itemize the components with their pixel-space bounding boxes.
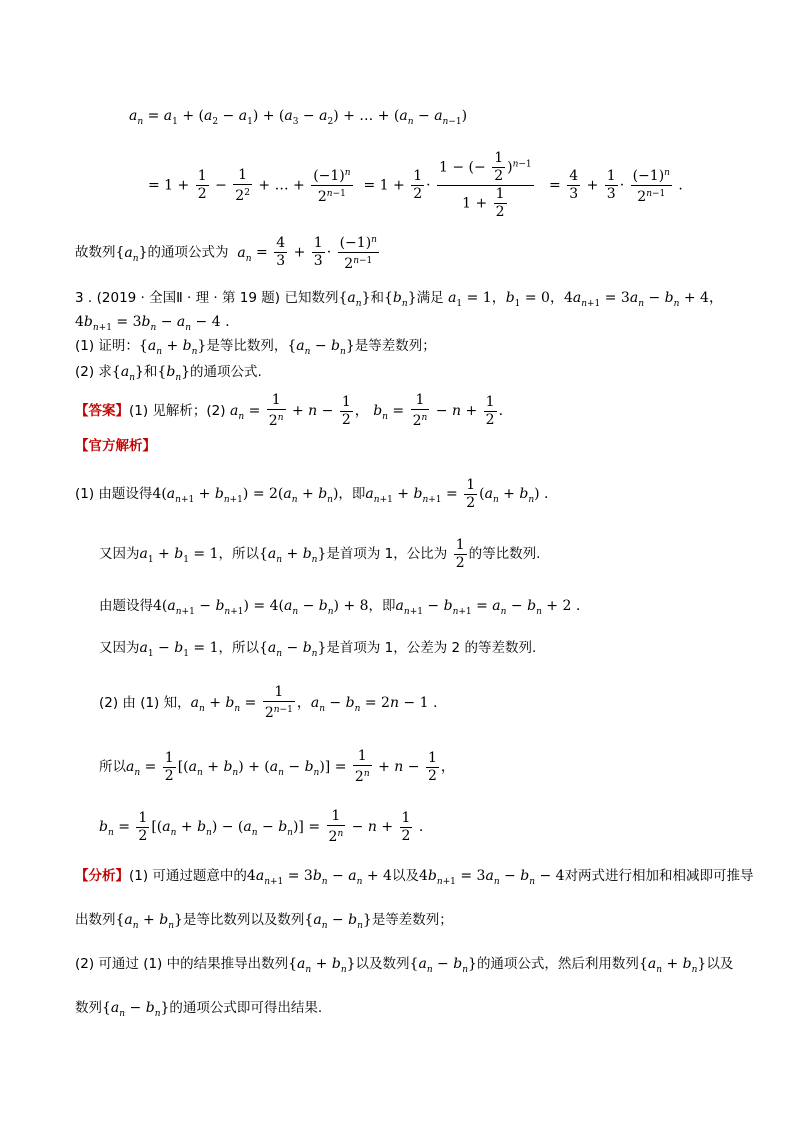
problem-source: (2019 · 全国Ⅱ · 理 · 第 19 题) — [96, 290, 281, 306]
analysis-p1b: 以及 — [391, 868, 419, 884]
problem-number: 3 . — [75, 290, 93, 306]
official-step4: 又因为$a_1 - b_1 = 1$，所以$\{a_n - b_n\}$是首项为 1，公差为 2 的等差数列. — [99, 640, 537, 659]
official-step5: (2) 由 (1) 知，$a_n + b_n$ = $\frac{1}{2^{n-1}}$ ，$a_n - b_n = 2n - 1$ . — [99, 684, 438, 721]
step2-desc: 是首项为 1，公比为 — [326, 546, 448, 562]
official-step6: 所以$a_n$ = $\frac{1}{2}$ $[(a_n + b_n) + (a_n - b_n)]$ = $\frac{1}{2^n}$ + n − $\frac{1}{2}$ ， — [99, 748, 455, 785]
step2-mid: ，所以 — [218, 546, 259, 562]
step3-prefix: 由题设得 — [99, 598, 153, 614]
analysis-line2: 出数列$\{a_n + b_n\}$是等比数列以及数列$\{a_n - b_n\}$是等差数列； — [75, 912, 453, 931]
analysis-p2b: 是等比数列以及数列 — [182, 912, 305, 928]
analysis-p1: (1) 可通过题意中的 — [129, 868, 247, 884]
part2-end: 的通项公式. — [190, 364, 262, 380]
analysis-p3d: 以及 — [706, 956, 734, 972]
step2-end: 的等比数列. — [468, 546, 541, 562]
conclusion-line: 故数列$\{a_n\}$的通项公式为 $a_n$ = $\frac{4}{3}$ + $\frac{1}{3}$ · $\frac{(-1)^n}{2^{n-1}}$ — [75, 232, 381, 277]
answer-line: 【答案】(1) 见解析；(2) $a_n$ = $\frac{1}{2^n}$ + n − $\frac{1}{2}$ ， $b_n$ = $\frac{1}{2^n}$ − n + $\frac{1}{2}$ . — [75, 392, 504, 429]
analysis-label: 【分析】 — [75, 868, 129, 884]
analysis-p1c: 对两式进行相加和相减即可推导 — [564, 868, 754, 884]
telescoping-formula: $a_n = a_1 + (a_2 - a_1) + (a_3 - a_2)$ + … + $(a_n - a_{n-1})$ — [129, 108, 468, 127]
step6-prefix: 所以 — [99, 759, 126, 775]
step1-prefix: (1) 由题设得 — [75, 486, 153, 502]
analysis-p4b: 的通项公式即可得出结果. — [169, 1000, 323, 1016]
analysis-line1: 【分析】(1) 可通过题意中的$4a_{n+1} = 3b_n - a_n + 4$以及$4b_{n+1} = 3a_n - b_n - 4$对两式进行相加和相减即可推导 — [75, 868, 754, 887]
official-step3: 由题设得$4(a_{n+1} - b_{n+1}) = 4(a_n - b_n) + 8$，即$a_{n+1} - b_{n+1} = a_n - b_n + 2$ . — [99, 598, 581, 617]
step4-prefix: 又因为 — [99, 640, 140, 656]
analysis-line3: (2) 可通过 (1) 中的结果推导出数列$\{a_n + b_n\}$以及数列$\{a_n - b_n\}$的通项公式，然后利用数列$\{a_n + b_n\}$以及 — [75, 956, 734, 975]
part2-label: (2) 求 — [75, 364, 112, 380]
step1-mid: ，即 — [338, 486, 366, 502]
problem-stem-and: 和 — [370, 290, 384, 306]
official-label-line — [75, 436, 156, 456]
analysis-p2c: 是等差数列； — [371, 912, 453, 928]
problem-part1: (1) 证明：$\{a_n + b_n\}$是等比数列，$\{a_n - b_n\}$是等差数列； — [75, 338, 436, 357]
problem-part2: (2) 求$\{a_n\}$和$\{b_n\}$的通项公式. — [75, 364, 262, 383]
answer-label: 【答案】 — [75, 403, 129, 419]
problem-stem-line1: 3 . (2019 · 全国Ⅱ · 理 · 第 19 题) 已知数列$\{a_n\}$和$\{b_n\}$满足 $a_1 = 1$，$b_1 = 0$，$4a_{n+1} = 3a_n - b_n + 4$， — [75, 290, 723, 309]
step2-prefix: 又因为 — [99, 546, 140, 562]
step4-mid: ，所以 — [218, 640, 259, 656]
answer-text: (1) 见解析；(2) — [129, 403, 226, 419]
analysis-p4a: 数列 — [75, 1000, 102, 1016]
official-step1: (1) 由题设得$4(a_{n+1} + b_{n+1}) = 2(a_n + b_n)$，即$a_{n+1} + b_{n+1}$ = $\frac{1}{2}$ $(a_n + b_n)$ . — [75, 476, 549, 511]
step3-mid: ，即 — [368, 598, 396, 614]
analysis-p3a: (2) 可通过 (1) 中的结果推导出数列 — [75, 956, 289, 972]
official-label: 【官方解析】 — [75, 438, 156, 454]
analysis-line4: 数列$\{a_n - b_n\}$的通项公式即可得出结果. — [75, 1000, 323, 1019]
official-step7: $b_n$ = $\frac{1}{2}$ $[(a_n + b_n) - (a_n - b_n)]$ = $\frac{1}{2^n}$ − n + $\frac{1}{2}$ . — [99, 808, 424, 845]
problem-stem-line2: $4b_{n+1} = 3b_n - a_n - 4$ . — [75, 314, 230, 333]
analysis-p3b: 以及数列 — [355, 956, 410, 972]
part1-label: (1) 证明： — [75, 338, 139, 354]
step4-end: 是首项为 1，公差为 2 的等差数列. — [326, 640, 537, 656]
sum-expansion-formula: = 1 + $\frac{1}{2}$ − $\frac{1}{2^2}$ + … + $\frac{(-1)^n}{2^{n-1}}$ = 1 + $\frac{1}{2}$ · 1 − (− $\frac{1}{2}$ )$^{n-1}$ 1 + $\frac{1}{2}$ = $\frac{4}{3}$ + $\frac{1}{3}$ · $\frac{(-1)^n}{2^{n-1}}$ . — [148, 150, 683, 220]
problem-stem-b: 满足 — [416, 290, 444, 306]
problem-stem-a: 已知数列 — [284, 290, 339, 306]
analysis-p2a: 出数列 — [75, 912, 116, 928]
part2-and: 和 — [143, 364, 158, 380]
official-step2: 又因为$a_1 + b_1 = 1$，所以$\{a_n + b_n\}$是首项为 1，公比为 $\frac{1}{2}$ 的等比数列. — [99, 536, 541, 571]
conclusion-text: 故数列 — [75, 244, 116, 261]
conclusion-suffix: 的通项公式为 — [147, 244, 229, 261]
analysis-p3c: 的通项公式，然后利用数列 — [476, 956, 639, 972]
step5-prefix: (2) 由 (1) 知， — [99, 695, 191, 711]
part1-mid: 是等比数列， — [206, 338, 288, 354]
part1-end: 是等差数列； — [354, 338, 436, 354]
